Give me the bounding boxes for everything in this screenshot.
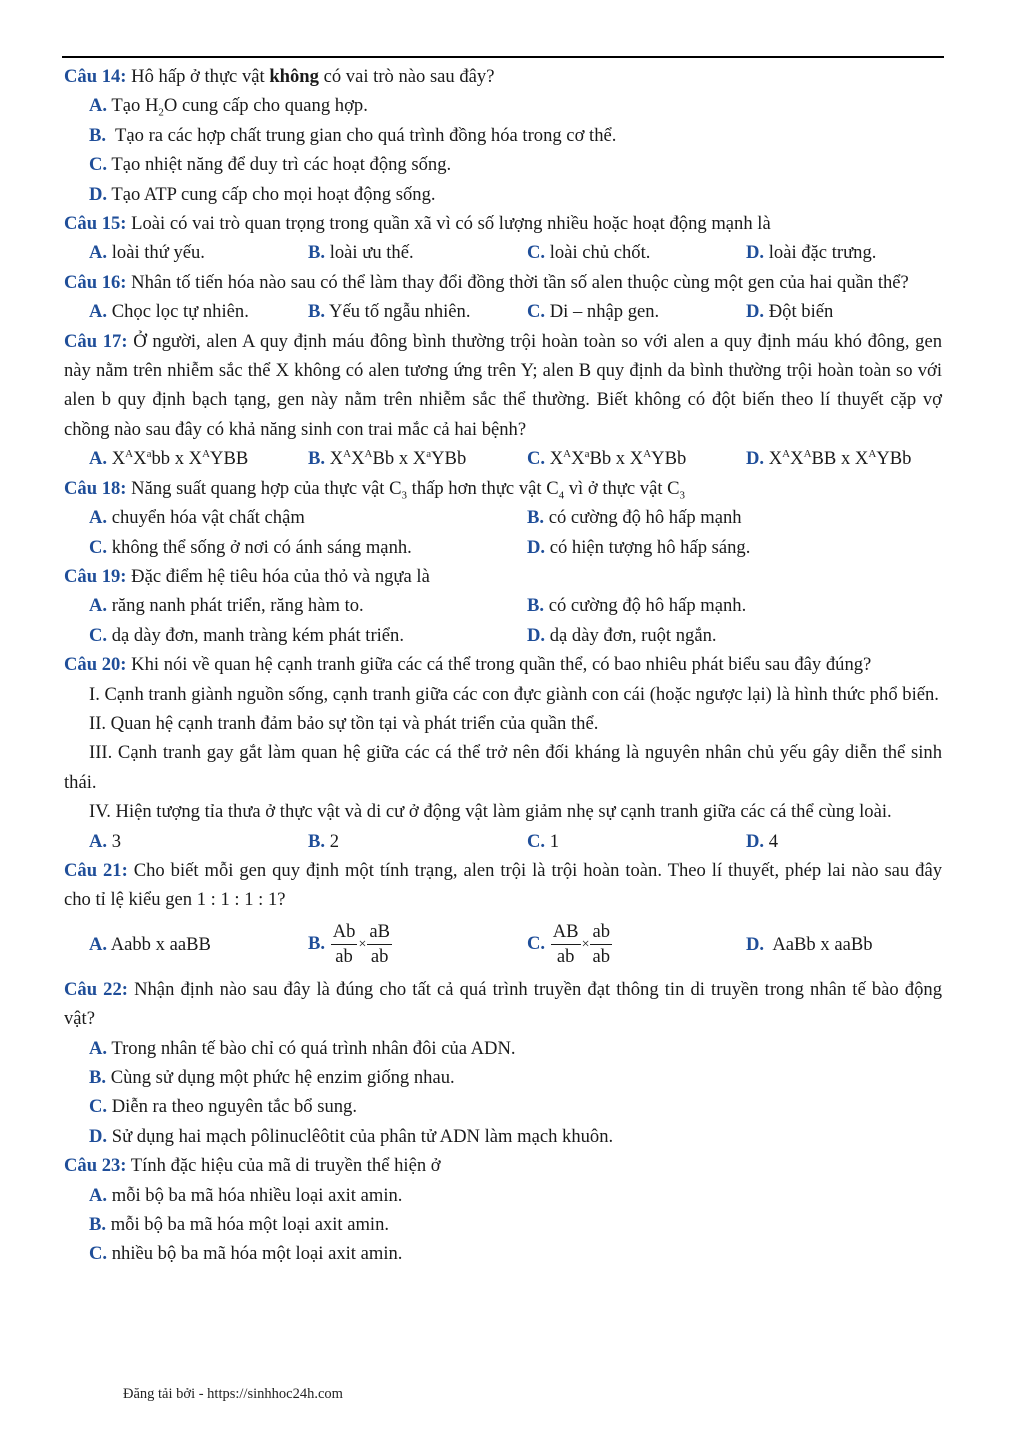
option-text: không thể sống ở nơi có ánh sáng mạnh.: [107, 536, 412, 558]
question-23: [64, 1151, 942, 1180]
option-b: [308, 827, 527, 856]
option-b: [527, 591, 746, 620]
option-a: [89, 827, 308, 856]
option-label: A.: [89, 301, 108, 323]
option-label: C.: [527, 301, 546, 323]
option-label: D.: [527, 624, 546, 646]
header-rule: [62, 56, 944, 58]
option-text: chuyển hóa vật chất chậm: [107, 507, 305, 529]
superscript: a: [426, 448, 432, 461]
option-a: [89, 238, 308, 267]
option-label: C.: [89, 1096, 108, 1118]
question-19: [64, 562, 942, 591]
option-label: D.: [746, 301, 765, 323]
option-c: [527, 827, 746, 856]
option-label: C.: [89, 536, 108, 558]
fraction-numerator: aB: [367, 920, 392, 945]
options-row: [64, 533, 942, 562]
question-17: [64, 327, 942, 445]
question-text: Đặc điểm hệ tiêu hóa của thỏ và ngựa là: [126, 565, 430, 587]
fraction-numerator: Ab: [331, 920, 358, 945]
option-label: A.: [89, 448, 108, 470]
option-text: Tạo H: [107, 95, 159, 117]
question-text: Nhân tố tiến hóa nào sau có thể làm thay đổi đồng thời tần số alen thuộc cùng một gen của hai quần thể?: [126, 271, 909, 293]
option-label: A.: [89, 934, 108, 956]
option-c: [527, 297, 746, 326]
option-text: YBB: [210, 448, 249, 470]
option-c: [64, 1239, 942, 1268]
subscript: 3: [679, 489, 686, 502]
option-text: Tạo nhiệt năng để duy trì các hoạt động sống.: [107, 154, 452, 176]
option-text: BB x: [811, 448, 855, 470]
question-emphasis: không: [269, 66, 319, 87]
chromosome-x: X: [133, 448, 147, 470]
option-label: A.: [89, 595, 108, 617]
fraction-denominator: ab: [556, 946, 575, 968]
option-d: [64, 180, 942, 209]
question-number: Câu 20:: [64, 654, 127, 676]
option-a: [89, 297, 308, 326]
question-number: Câu 23:: [64, 1155, 127, 1177]
option-text: Di – nhập gen.: [545, 301, 660, 323]
options-row: [64, 297, 942, 326]
option-b: [308, 920, 527, 969]
option-text: loài ưu thế.: [325, 242, 414, 264]
option-d: [746, 444, 911, 473]
superscript: a: [584, 448, 590, 461]
subscript: 3: [401, 489, 407, 502]
option-text: Sử dụng hai mạch pôlinuclêôtit của phân tử ADN làm mạch khuôn.: [107, 1125, 614, 1147]
option-a: [89, 591, 527, 620]
options-row: [64, 591, 942, 620]
question-text: Tính đặc hiệu của mã di truyền thể hiện ở: [126, 1155, 441, 1177]
option-text: có cường độ hô hấp mạnh: [544, 507, 742, 529]
option-a: [64, 91, 942, 120]
option-text: mỗi bộ ba mã hóa một loại axit amin.: [106, 1214, 390, 1236]
chromosome-x: X: [768, 448, 783, 470]
superscript: A: [782, 448, 791, 461]
option-text: nhiều bộ ba mã hóa một loại axit amin.: [107, 1243, 403, 1265]
option-label: A.: [89, 830, 108, 852]
chromosome-x: X: [111, 448, 126, 470]
fraction-denominator: ab: [592, 946, 611, 968]
statement-1: I. Cạnh tranh giành nguồn sống, cạnh tranh giữa các con đực giành con cái (hoặc ngược lại) là hình thức phổ biến.: [89, 683, 939, 705]
option-label: B.: [527, 595, 545, 617]
option-d: [527, 621, 717, 650]
option-text: Cùng sử dụng một phức hệ enzim giống nhau.: [106, 1067, 455, 1088]
chromosome-x: X: [790, 448, 804, 470]
option-text: răng nanh phát triển, răng hàm to.: [107, 595, 364, 617]
option-label: B.: [308, 448, 326, 470]
option-d: [746, 297, 833, 326]
option-label: D.: [746, 242, 765, 264]
option-label: D.: [527, 536, 546, 558]
fraction-numerator: AB: [551, 920, 581, 945]
option-a: [89, 444, 308, 473]
option-label: A.: [89, 507, 108, 529]
option-text: Yếu tố ngẫu nhiên.: [325, 301, 471, 323]
genotype-fraction: [331, 920, 358, 969]
chromosome-x: X: [854, 448, 869, 470]
option-label: A.: [89, 1037, 108, 1059]
fraction-denominator: ab: [370, 946, 389, 968]
option-label: B.: [308, 830, 326, 852]
option-d: [746, 930, 873, 959]
option-label: B.: [89, 124, 107, 146]
genotype-fraction: [551, 920, 581, 969]
question-number: Câu 19:: [64, 565, 127, 587]
option-c: [527, 920, 746, 969]
options-row: [64, 827, 942, 856]
option-label: B.: [89, 1067, 107, 1088]
option-label: A.: [89, 242, 108, 264]
question-20: [64, 650, 942, 679]
fraction-denominator: ab: [335, 946, 353, 968]
option-text: Aabb x aaBB: [107, 934, 211, 956]
question-number: Câu 15:: [64, 213, 127, 235]
option-text: YBb: [876, 448, 912, 470]
subscript: 4: [558, 489, 565, 502]
question-number: Câu 17:: [64, 330, 128, 352]
option-b: [308, 238, 527, 267]
cross-symbol: ×: [581, 937, 590, 953]
option-text: Bb x: [372, 448, 413, 470]
question-text: Năng suất quang hợp của thực vật C: [126, 477, 402, 499]
question-number: Câu 18:: [64, 477, 127, 499]
fraction-numerator: ab: [590, 920, 612, 945]
option-a: [89, 930, 308, 959]
question-text: Cho biết mỗi gen quy định một tính trạng, alen trội là trội hoàn toàn. Theo lí thuyết, phép lai nào sau đây cho tỉ lệ kiểu gen 1 : 1 : 1 : 1?: [64, 859, 943, 911]
option-b: [308, 444, 527, 473]
option-text: 2: [325, 830, 340, 852]
option-text: bb x: [151, 448, 189, 470]
option-c: [89, 533, 527, 562]
option-text: dạ dày đơn, manh tràng kém phát triển.: [107, 624, 404, 646]
option-label: C.: [89, 624, 108, 646]
statement-2: II. Quan hệ cạnh tranh đảm bảo sự tồn tại và phát triển của quần thể.: [89, 712, 599, 734]
superscript: A: [563, 448, 572, 461]
option-d: [746, 827, 778, 856]
option-text: 4: [764, 830, 779, 852]
option-text: 1: [545, 830, 560, 852]
option-text: mỗi bộ ba mã hóa nhiều loại axit amin.: [107, 1184, 403, 1206]
option-d: [527, 533, 750, 562]
option-label: D.: [89, 1125, 108, 1147]
option-text: Tạo ra các hợp chất trung gian cho quá trình đồng hóa trong cơ thể.: [106, 124, 617, 146]
question-text: vì ở thực vật C: [564, 477, 680, 499]
chromosome-x: X: [629, 448, 644, 470]
option-a: [89, 503, 527, 532]
option-label: D.: [746, 448, 765, 470]
option-c: [64, 1092, 942, 1121]
question-text: có vai trò nào sau đây?: [318, 66, 495, 87]
option-label: D.: [89, 183, 108, 205]
option-text: YBb: [431, 448, 467, 470]
options-row: [64, 238, 942, 267]
question-number: Câu 16:: [64, 271, 127, 293]
question-text: Nhận định nào sau đây là đúng cho tất cả quá trình truyền đạt thông tin di truyền trong nhân tế bào động vật?: [64, 978, 942, 1030]
option-b: [64, 121, 942, 150]
chromosome-x: X: [329, 448, 344, 470]
option-text: Diễn ra theo nguyên tắc bổ sung.: [107, 1096, 357, 1118]
footer-credit: Đăng tải bởi - https://sinhhoc24h.com: [123, 1386, 343, 1402]
option-text: có hiện tượng hô hấp sáng.: [545, 536, 751, 558]
option-c: [527, 444, 746, 473]
options-row: [64, 503, 942, 532]
superscript: A: [364, 448, 373, 461]
option-label: C.: [527, 242, 546, 264]
option-label: C.: [527, 830, 546, 852]
option-b: [64, 1063, 942, 1092]
option-a: [64, 1034, 942, 1063]
option-text: loài chủ chốt.: [545, 242, 651, 264]
option-label: B.: [89, 1214, 107, 1236]
options-row: [64, 621, 942, 650]
option-label: A.: [89, 1184, 108, 1206]
chromosome-x: X: [351, 448, 365, 470]
option-c: [89, 621, 527, 650]
option-text: AaBb x aaBb: [764, 934, 873, 956]
superscript: A: [643, 448, 652, 461]
superscript: A: [803, 448, 812, 461]
genotype-fraction: [590, 920, 612, 969]
question-text: Ở người, alen A quy định máu đông bình thường trội hoàn toàn so với alen a quy định máu khó đông, gen này nằm trên nhiễm sắc thể X không có alen tương ứng trên Y; alen B quy định da bình thường trội hoàn toàn so với alen b quy định bạch tạng, gen này nằm trên nhiễm sắc thể thường. Biết không có đột biến theo lí thuyết cặp vợ chồng nào sau đây có khả năng sinh con trai mắc cả hai bệnh?: [64, 330, 943, 440]
option-b: [308, 297, 527, 326]
option-d: [64, 1122, 942, 1151]
options-row: [64, 444, 942, 473]
question-text: Khi nói về quan hệ cạnh tranh giữa các cá thể trong quần thể, có bao nhiêu phát biểu sau đây đúng?: [126, 654, 872, 676]
superscript: A: [202, 448, 211, 461]
superscript: A: [343, 448, 352, 461]
superscript: A: [125, 448, 134, 461]
options-row: [64, 915, 942, 975]
option-text: Trong nhân tế bào chỉ có quá trình nhân đôi của ADN.: [107, 1037, 516, 1059]
option-text: Bb x: [589, 448, 630, 470]
option-d: [746, 238, 876, 267]
exam-page: [64, 62, 942, 1269]
question-number: Câu 21:: [64, 859, 128, 881]
question-15: [64, 209, 942, 238]
option-text: O cung cấp cho quang hợp.: [163, 95, 368, 117]
option-text: 3: [107, 830, 122, 852]
superscript: A: [868, 448, 877, 461]
option-b: [527, 503, 742, 532]
question-21: [64, 856, 942, 915]
option-c: [527, 238, 746, 267]
option-b: [64, 1210, 942, 1239]
superscript: a: [146, 448, 152, 461]
question-number: Câu 22:: [64, 978, 128, 1000]
option-label: B.: [308, 933, 326, 955]
question-14: [64, 62, 942, 91]
cross-symbol: ×: [358, 937, 367, 953]
option-text: Đột biến: [764, 301, 834, 323]
question-text: Loài có vai trò quan trọng trong quần xã vì có số lượng nhiều hoặc hoạt động mạnh là: [126, 213, 771, 235]
statement-3: III. Cạnh tranh gay gắt làm quan hệ giữa các cá thể trở nên đối kháng là nguyên nhân chủ yếu gây diễn thể sinh thái.: [64, 742, 942, 793]
question-number: Câu 14:: [64, 66, 127, 87]
option-label: C.: [527, 448, 546, 470]
option-label: B.: [308, 242, 326, 264]
option-text: Tạo ATP cung cấp cho mọi hoạt động sống.: [107, 183, 436, 205]
subscript: 2: [158, 107, 164, 120]
option-label: B.: [308, 301, 326, 323]
option-text: có cường độ hô hấp mạnh.: [544, 595, 747, 617]
option-label: D.: [746, 934, 765, 956]
question-22: [64, 975, 942, 1034]
question-text: thấp hơn thực vật C: [407, 477, 559, 499]
option-text: loài đặc trưng.: [764, 242, 877, 264]
option-c: [64, 150, 942, 179]
option-label: C.: [527, 933, 546, 955]
chromosome-x: X: [549, 448, 564, 470]
option-label: D.: [746, 830, 765, 852]
option-text: dạ dày đơn, ruột ngắn.: [545, 624, 717, 646]
option-text: YBb: [651, 448, 687, 470]
chromosome-x: X: [188, 448, 203, 470]
option-a: [64, 1181, 942, 1210]
option-label: C.: [89, 1243, 108, 1265]
question-text: Hô hấp ở thực vật: [126, 66, 270, 87]
option-text: loài thứ yếu.: [107, 242, 205, 264]
chromosome-x: X: [412, 448, 427, 470]
question-18: [64, 474, 942, 503]
question-16: [64, 268, 942, 297]
genotype-fraction: [367, 920, 392, 969]
option-text: Chọc lọc tự nhiên.: [107, 301, 249, 323]
statement-4: IV. Hiện tượng tỉa thưa ở thực vật và di cư ở động vật làm giảm nhẹ sự cạnh tranh giữa các cá thể cùng loài.: [89, 801, 892, 823]
chromosome-x: X: [571, 448, 585, 470]
option-label: C.: [89, 154, 108, 176]
option-label: A.: [89, 95, 108, 117]
option-label: B.: [527, 507, 545, 529]
